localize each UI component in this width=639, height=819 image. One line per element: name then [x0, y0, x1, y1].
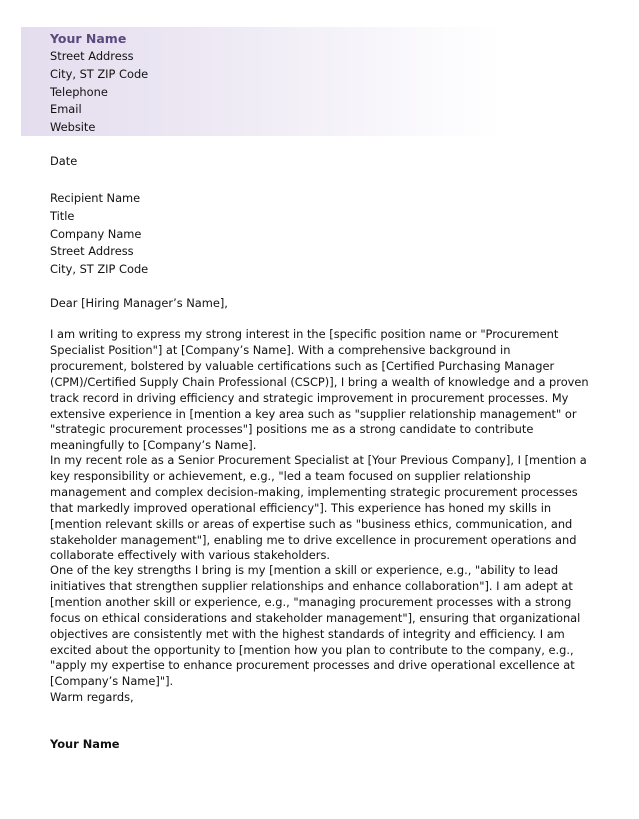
sender-telephone: Telephone — [50, 84, 108, 99]
salutation: Dear [Hiring Manager’s Name], — [50, 296, 228, 310]
body-paragraph: One of the key strengths I bring is my [mention a skill or experience, e.g., "ability to lead initiatives that strengthen supplier relationships and enhance collaboration"]. I am adept at [mention another skill or experience, e.g., "managing procurement processes with a strong focus on ethical considerations and stakeholder management"], ensuring that organizational objectives are consistently met with the highest standards of integrity and efficiency. I am excited about the opportunity to [mention how you plan to contribute to the company, e.g., "apply my expertise to enhance procurement processes and drive operational excellence at [Company’s Name]"]. — [50, 563, 581, 689]
date-block — [50, 153, 590, 171]
closing-block — [50, 689, 590, 707]
sender-city-line: City, ST ZIP Code — [50, 66, 149, 81]
salutation-block — [50, 295, 590, 313]
recipient-company: Company Name — [50, 226, 142, 241]
recipient-title: Title — [50, 208, 75, 223]
body-paragraph: In my recent role as a Senior Procurement Specialist at [Your Previous Company], I [mention a key responsibility or achievement, e.g., "led a team focused on supplier relationship management and complex decision-making, implementing strategic procurement processes that markedly improved operational efficiency"]. This experience has honed my skills in [mention relevant skills or areas of expertise such as "business ethics, communication, and stakeholder management"], enabling me to drive excellence in procurement operations and collaborate effectively with various stakeholders. — [50, 453, 587, 563]
body-paragraph-2-block — [50, 453, 590, 564]
body-paragraph-1-block — [50, 327, 590, 454]
recipient-street: Street Address — [50, 244, 134, 259]
letter-date: Date — [50, 154, 78, 168]
recipient-block — [50, 190, 590, 279]
body-paragraph-3-block — [50, 563, 590, 690]
body-paragraph: I am writing to express my strong interest in the [specific position name or "Procurement Specialist Position"] at [Company’s Name]. With a comprehensive background in procurement, bolstered by valuable certifications such as [Certified Purchasing Manager (CPM)/Certified Supply Chain Professional (CSCP)], I bring a wealth of knowledge and a proven track record in driving efficiency and strategic improvement in procurement processes. My extensive experience in [mention a key area such as "supplier relationship management" or "strategic procurement processes"] positions me as a strong candidate to contribute meaningfully to [Company’s Name]. — [50, 327, 589, 453]
sender-name: Your Name — [50, 31, 127, 46]
signature-block — [50, 736, 590, 752]
sender-street: Street Address — [50, 49, 134, 63]
sender-block — [50, 30, 590, 137]
recipient-name: Recipient Name — [50, 191, 141, 205]
sender-email: Email — [50, 102, 82, 117]
closing: Warm regards, — [50, 690, 134, 704]
signature-name: Your Name — [50, 737, 120, 751]
sender-website: Website — [50, 120, 96, 135]
recipient-city-line: City, ST ZIP Code — [50, 262, 149, 277]
